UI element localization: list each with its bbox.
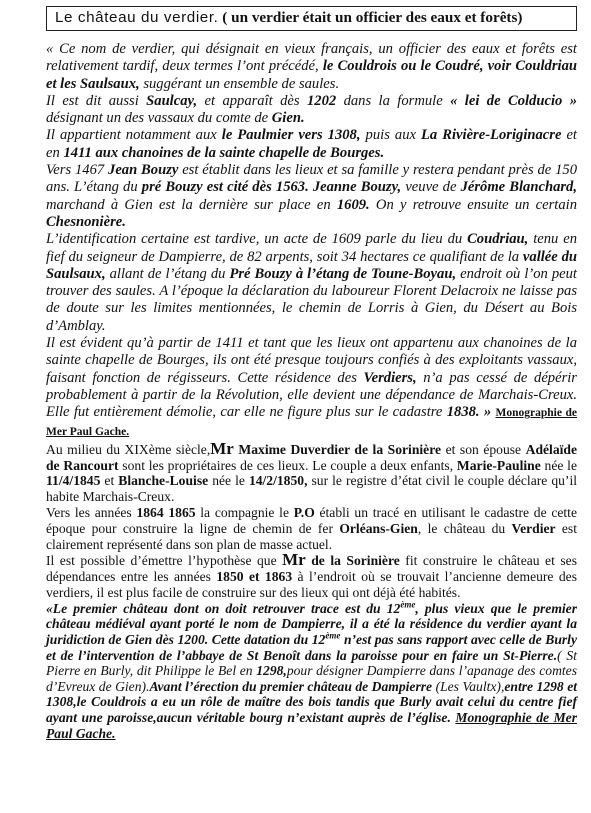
paragraph-4: Vers 1467 Jean Bouzy est établit dans les lieux et sa famille y restera pendant près de 150 ans. L’étang du pré Bouzy est cité dès 1563. Jeanne Bouzy, veuve de Jérôme Blanchard, marchand à Gien est la dernière sur place en 1609. On y retrouve ensuite un certain Chesnonière. [46, 162, 578, 230]
title-box [46, 6, 577, 31]
paragraph-10: «Le premier château dont on doit retrouver trace est du 12ème, plus vieux que le premier château médiéval ayant porté le nom de Dampierre, il a été la résidence du verdier ayant la juridiction de Gien dès 1200. Cette datation du 12ème n’est pas sans rapport avec celle de Burly et de l’intervention de l’abbaye de St Benoît dans la paroisse pour en faire un St-Pierre.( St Pierre en Burly, dit Philippe le Bel en 1298,pour désigner Dampierre dans l’apanage des comtes d’Evreux de Gien).Avant l’érection du premier château de Dampierre (Les Vaultx),entre 1298 et 1308,le Couldrois a eu un rôle de maître des bois tandis que Burly avait celui du centre fief ayant une paroisse,aucun véritable bourg n’existant auprès de l’église. Monographie de Mer Paul Gache. [46, 599, 578, 741]
paragraph-8: Vers les années 1864 1865 la compagnie le P.O établi un tracé en utilisant le cadastre de cette époque pour construire la ligne de chemin de fer Orléans-Gien, le château du Verdier est clairement représenté dans son plan de masse actuel. [46, 505, 577, 552]
paragraph-7: Au milieu du XIXème siècle,Mr Maxime Duverdier de la Sorinière et son épouse Adélaïde de Rancourt sont les propriétaires de ces lieux. Le couple a deux enfants, Marie-Pauline née le 11/4/1845 et Blanche-Louise née le 14/2/1850, sur le registre d’état civil le couple déclare qu’il habite Marchais-Creux. [46, 438, 577, 505]
paragraph-6: Il est évident qu’à partir de 1411 et tant que les lieux ont appartenu aux chanoines de la sainte chapelle de Bourges, ils ont été presque toujours confiés à des exploitants vassaux, faisant fonction de régisseurs. Cette résidence des Verdiers, n’a pas cessé de dépérir probablement à partir de la Révolution, elle devient une dépendance de Marchais-Creux. Elle fut entièrement démolie, car elle ne figure plus sur le cadastre 1838. » Monographie de Mer Paul Gache. [46, 335, 578, 438]
paragraph-2: Il est dit aussi Saulcay, et apparaît dès 1202 dans la formule « lei de Colducio » désignant un des vassaux du comte de Gien. [46, 92, 577, 127]
paragraph-9: Il est possible d’émettre l’hypothèse que Mr de la Sorinière fit construire le château et ses dépendances entre les années 1850 et 1863 à l’endroit où se trouvait l’ancienne demeure des verdiers, il est plus facile de construire sur des lieux qui ont déjà été habités. [46, 550, 577, 600]
page-title: Le château du verdier. [55, 9, 219, 26]
paragraph-1: « Ce nom de verdier, qui désignait en vieux français, un officier des eaux et forêts est relativement tardif, deux termes l’ont précédé, le Couldrois ou le Coudré, voir Couldriau et les Saulsaux, suggérant un ensemble de saules. [46, 41, 578, 92]
source-citation: Monographie de Mer Paul Gache. [46, 407, 578, 438]
paragraph-5: L’identification certaine est tardive, un acte de 1609 parle du lieu du Coudriau, tenu en fief du seigneur de Dampierre, de 82 arpents, soit 34 hectares ce qualifiant de la vallée du Saulsaux, allant de l’étang du Pré Bouzy à l’étang de Toune-Boyau, endroit où l’on peut trouver des saules. A l’époque la déclaration du laboureur Florent Delacroix ne laisse pas de doute sur les limites mentionnées, le chemin de Lorris à Gien, du Désert au Bois d’Amblay. [46, 231, 577, 334]
page-subtitle: ( un verdier était un officier des eaux et forêts) [222, 9, 523, 26]
source-citation-2: Monographie de Mer Paul Gache. [46, 709, 577, 741]
paragraph-3: Il appartient notamment aux le Paulmier vers 1308, puis aux La Rivière-Loriginacre et en 1411 aux chanoines de la sainte chapelle de Bourges. [46, 127, 577, 161]
